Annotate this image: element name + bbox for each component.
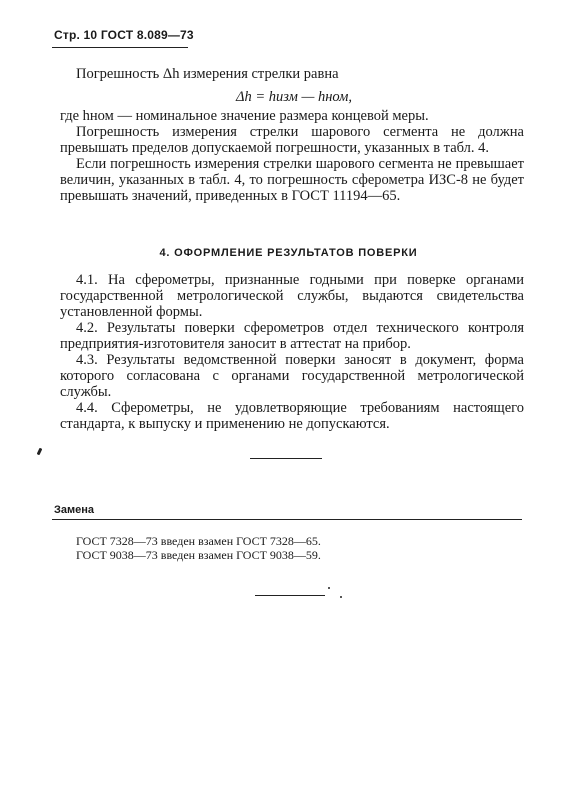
paragraph-if-error: Если погрешность измерения стрелки шарового сегмента не превышает величин, указанных в табл. 4, то погрешность сферометра ИЗС-8 не будет превышать значений, приведенных в ГОСТ 11194—65. — [60, 156, 524, 204]
scan-speck-3 — [328, 587, 330, 589]
item-4-4: 4.4. Сферометры, не удовлетворяющие требованиям настоящего стандарта, к выпуску и применению не допускаются. — [60, 400, 524, 432]
replacement-rule — [52, 519, 522, 520]
end-rule-2 — [255, 595, 325, 596]
item-4-3: 4.3. Результаты ведомственной поверки заносят в документ, форма которого согласована с органами государственной метрологической службы. — [60, 352, 524, 400]
header-underline — [52, 47, 188, 48]
paragraph-limit: Погрешность измерения стрелки шарового сегмента не должна превышать пределов допускаемой погрешности, указанных в табл. 4. — [60, 124, 524, 156]
scan-speck — [37, 448, 43, 456]
formula: Δh = hизм — hном, — [236, 89, 353, 105]
item-4-2: 4.2. Результаты поверки сферометров отдел технического контроля предприятия-изготовителя заносит в аттестат на прибор. — [60, 320, 524, 352]
paragraph-where: где hном — номинальное значение размера концевой меры. — [60, 108, 429, 124]
scan-speck-2 — [340, 596, 342, 598]
body-block-1 — [60, 108, 524, 204]
page-header: Стр. 10 ГОСТ 8.089—73 — [54, 28, 194, 42]
paragraph-error-definition: Погрешность Δh измерения стрелки равна — [76, 66, 339, 82]
replacement-label: Замена — [54, 504, 95, 516]
replacement-line-2: ГОСТ 9038—73 введен взамен ГОСТ 9038—59. — [76, 548, 321, 562]
end-rule — [250, 458, 322, 459]
item-4-1: 4.1. На сферометры, признанные годными при поверке органами государственной метрологической службы, выдаются свидетельства установленной формы. — [60, 272, 524, 320]
section-title: 4. ОФОРМЛЕНИЕ РЕЗУЛЬТАТОВ ПОВЕРКИ — [159, 247, 418, 259]
replacement-line-1: ГОСТ 7328—73 введен взамен ГОСТ 7328—65. — [76, 534, 321, 548]
body-paragraph-1 — [60, 66, 524, 82]
section-items — [60, 272, 524, 432]
